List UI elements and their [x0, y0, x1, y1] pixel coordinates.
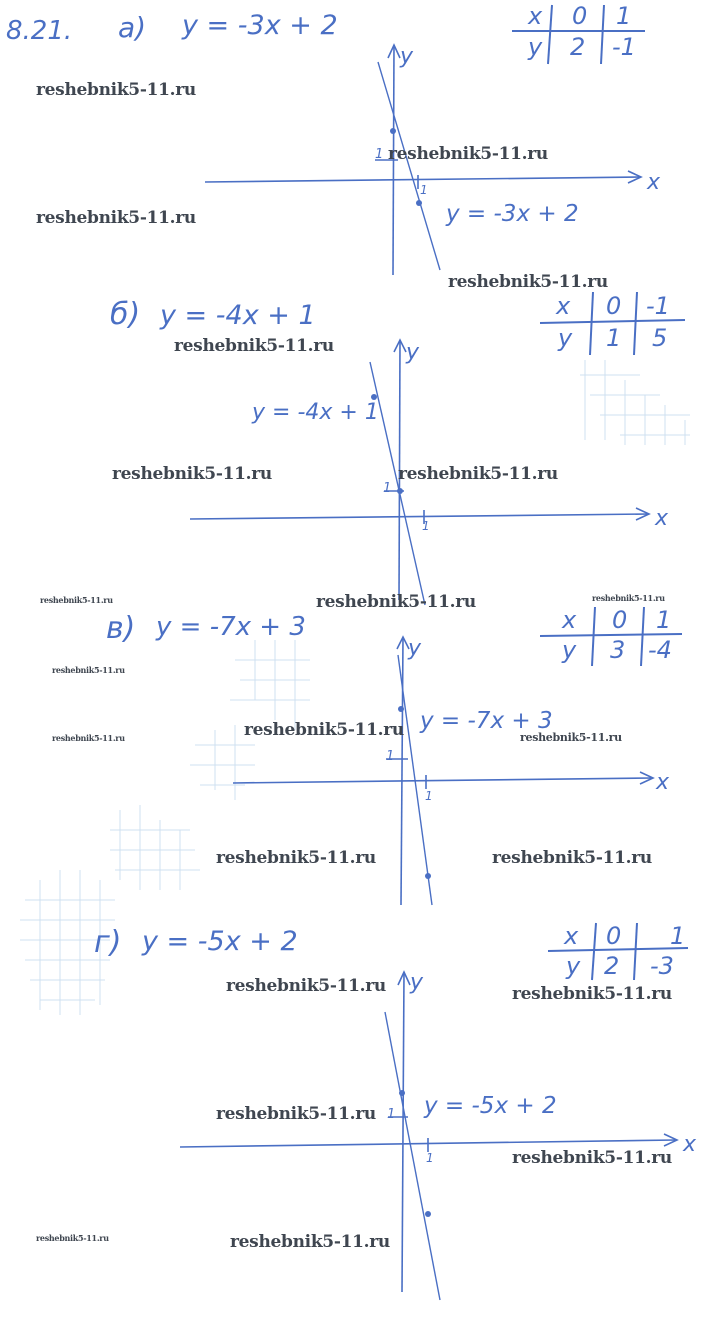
watermark: reshebnik5-11.ru — [512, 984, 672, 1004]
part-v-unit-x: 1 — [425, 789, 433, 803]
part-a-label: а) — [118, 11, 147, 44]
part-g-table-y-header: y — [566, 952, 581, 980]
part-b-table-x-header: x — [556, 292, 571, 320]
part-g-unit-y: 1 — [387, 1107, 396, 1122]
part-a-axis-y-label: y — [400, 44, 414, 69]
watermark: reshebnik5-11.ru — [36, 208, 196, 228]
part-g-equation: y = -5x + 2 — [142, 926, 298, 957]
part-a-axis-x-label: x — [647, 170, 661, 195]
part-b-unit-x: 1 — [422, 519, 430, 533]
watermark: reshebnik5-11.ru — [174, 336, 334, 356]
part-a-table-x-header: x — [528, 2, 543, 30]
part-v-table-x0: 0 — [612, 606, 628, 634]
part-b-unit-y: 1 — [383, 481, 392, 496]
watermark: reshebnik5-11.ru — [112, 464, 272, 484]
part-v-unit-y: 1 — [386, 749, 395, 764]
watermark: reshebnik5-11.ru — [230, 1232, 390, 1252]
watermark: reshebnik5-11.ru — [52, 733, 125, 743]
part-v-table-x-header: x — [562, 606, 577, 634]
part-g-axis-y-label: y — [410, 970, 424, 995]
part-a-table-x1: 1 — [616, 2, 632, 30]
part-g-graph-label: y = -5x + 2 — [424, 1093, 557, 1119]
watermark: reshebnik5-11.ru — [226, 976, 386, 996]
part-a-graph-label: y = -3x + 2 — [446, 201, 579, 227]
watermark: reshebnik5-11.ru — [492, 848, 652, 868]
part-a-equation: y = -3x + 2 — [182, 10, 338, 41]
part-b-axis-x-label: x — [655, 506, 669, 531]
part-b-table-x1: -1 — [646, 292, 670, 320]
watermark: reshebnik5-11.ru — [448, 272, 608, 292]
part-v-label: в) — [106, 611, 136, 646]
problem-number: 8.21. — [6, 16, 73, 46]
part-b-equation: y = -4x + 1 — [160, 300, 316, 331]
part-g-table-x-header: x — [564, 922, 579, 950]
watermark: reshebnik5-11.ru — [40, 595, 113, 605]
part-a-table-y1: -1 — [612, 33, 636, 61]
part-b-table-x0: 0 — [606, 292, 622, 320]
part-b-table-y1: 5 — [652, 324, 668, 352]
watermark: reshebnik5-11.ru — [592, 593, 665, 603]
part-g-table-y1: -3 — [650, 952, 674, 980]
watermark: reshebnik5-11.ru — [520, 731, 622, 744]
watermark: reshebnik5-11.ru — [52, 665, 125, 675]
watermark: reshebnik5-11.ru — [216, 848, 376, 868]
watermark: reshebnik5-11.ru — [216, 1104, 376, 1124]
part-b-graph-label: y = -4x + 1 — [252, 400, 379, 425]
part-g-table-x0: 0 — [606, 922, 622, 950]
part-b-table-y0: 1 — [606, 324, 622, 352]
part-a-unit-x: 1 — [420, 183, 428, 197]
watermark: reshebnik5-11.ru — [244, 720, 404, 740]
watermark: reshebnik5-11.ru — [36, 1233, 109, 1243]
part-g-unit-x: 1 — [426, 1151, 434, 1165]
part-v-table-y0: 3 — [610, 636, 626, 664]
part-b-label: б) — [110, 297, 141, 332]
part-b-axis-y-label: y — [406, 340, 420, 365]
part-g-table-x1: 1 — [670, 922, 686, 950]
part-g-label: г) — [94, 925, 122, 960]
part-a-table-y0: 2 — [570, 33, 586, 61]
part-v-equation: y = -7x + 3 — [156, 612, 306, 642]
part-a-unit-y: 1 — [375, 147, 384, 162]
part-b-table-y-header: y — [558, 324, 573, 352]
part-a-table-x0: 0 — [572, 2, 588, 30]
part-g-axis-x-label: x — [683, 1132, 697, 1157]
part-v-graph-label: y = -7x + 3 — [420, 708, 553, 734]
part-a-table-y-header: y — [528, 33, 543, 61]
watermark: reshebnik5-11.ru — [388, 144, 548, 164]
part-v-axis-y-label: y — [408, 636, 422, 661]
part-v-table-y1: -4 — [648, 636, 672, 664]
part-v-table-y-header: y — [562, 636, 577, 664]
watermark: reshebnik5-11.ru — [316, 592, 476, 612]
part-g-table-y0: 2 — [604, 952, 620, 980]
part-v-table-x1: 1 — [656, 606, 672, 634]
watermark: reshebnik5-11.ru — [398, 464, 558, 484]
watermark: reshebnik5-11.ru — [36, 80, 196, 100]
watermark: reshebnik5-11.ru — [512, 1148, 672, 1168]
part-v-axis-x-label: x — [656, 770, 670, 795]
